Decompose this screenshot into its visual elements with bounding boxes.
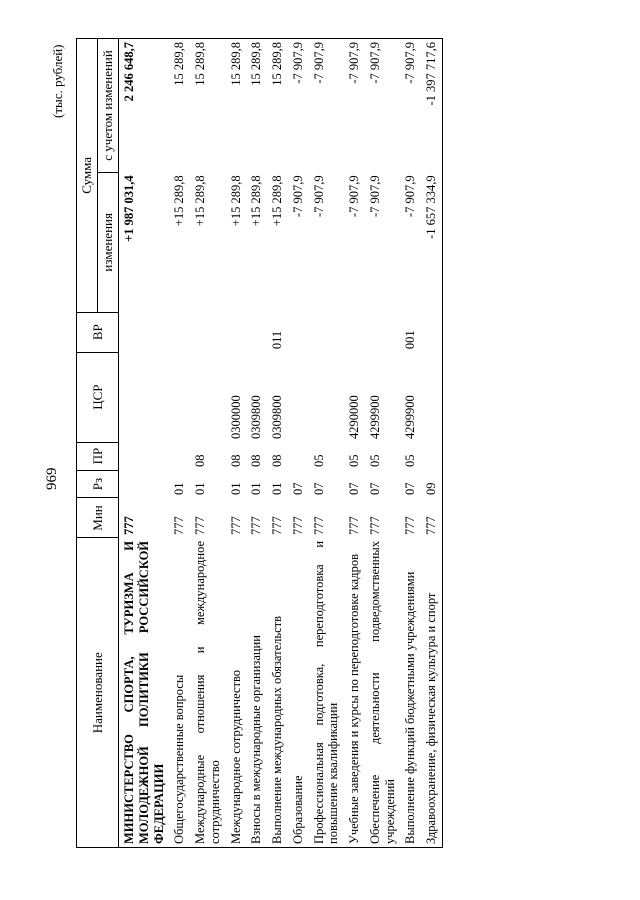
row-vr — [246, 312, 267, 352]
row-vr — [190, 312, 226, 352]
row-name: Образование — [288, 538, 309, 848]
row-csr: 0309800 — [249, 395, 264, 440]
header-pr: ПР — [77, 442, 119, 470]
row-total: -7 907,9 — [344, 39, 365, 173]
row-total: 15 289,8 — [246, 39, 267, 173]
table-row — [119, 39, 170, 848]
row-rz: 01 — [270, 482, 284, 495]
row-min: 777 — [403, 516, 418, 535]
row-vr — [288, 312, 309, 352]
row-pr — [288, 442, 309, 470]
row-pr: 08 — [193, 454, 207, 468]
header-name: Наименование — [77, 538, 119, 848]
budget-table — [76, 38, 443, 848]
row-rz: 07 — [290, 482, 305, 495]
row-pr: 08 — [270, 454, 284, 468]
table-row — [421, 39, 442, 848]
row-change: -1 657 334,9 — [421, 172, 442, 312]
row-pr — [421, 442, 442, 470]
row-rz — [119, 470, 170, 498]
row-min: 777 — [228, 516, 243, 535]
row-pr — [119, 442, 170, 470]
row-total: 15 289,8 — [190, 39, 226, 173]
row-total: -1 397 717,6 — [421, 39, 442, 173]
row-rz: 07 — [367, 482, 382, 495]
header-min: Мин — [77, 498, 119, 538]
row-name: Обеспечение деятельности подведомственных учреждений — [365, 538, 401, 848]
row-vr: 001 — [403, 330, 418, 350]
row-change: +15 289,8 — [228, 175, 243, 227]
table-row — [344, 39, 365, 848]
header-vr: ВР — [77, 312, 119, 352]
row-total: -7 907,9 — [400, 39, 421, 173]
row-csr — [119, 352, 170, 442]
row-name: Выполнение функций бюджетными учреждениями — [400, 538, 421, 848]
row-change: +15 289,8 — [172, 175, 187, 227]
row-total: 15 289,8 — [226, 39, 247, 173]
row-rz: 07 — [347, 482, 361, 495]
row-total: -7 907,9 — [288, 39, 309, 173]
row-csr: 4299900 — [367, 395, 382, 440]
header-with-change: с учетом изменений — [98, 39, 119, 173]
row-csr — [288, 352, 309, 442]
row-change: -7 907,9 — [367, 175, 382, 218]
table-row — [267, 39, 288, 848]
row-name: Международные отношения и международное сотрудничество — [190, 538, 226, 848]
row-csr — [309, 352, 345, 442]
row-rz: 01 — [193, 482, 207, 495]
header-change: изменения — [98, 172, 119, 312]
row-change: +15 289,8 — [193, 175, 207, 227]
row-change: -7 907,9 — [290, 175, 305, 218]
row-name: МИНИСТЕРСТВО СПОРТА, ТУРИЗМА И МОЛОДЕЖНОЙ ПОЛИТИКИ РОССИЙСКОЙ ФЕДЕРАЦИИ — [119, 538, 170, 848]
row-change: +1 987 031,4 — [122, 175, 136, 242]
row-total: -7 907,9 — [365, 39, 401, 173]
row-rz: 01 — [172, 482, 187, 495]
header-sum: Сумма — [77, 39, 98, 313]
row-min: 777 — [311, 516, 326, 535]
row-rz: 07 — [403, 482, 418, 495]
units-note: (тыс. рублей) — [50, 44, 65, 118]
row-min: 777 — [193, 516, 207, 535]
table-row — [400, 39, 421, 848]
row-rz: 01 — [249, 482, 264, 495]
row-min: 777 — [172, 516, 187, 535]
row-vr — [119, 312, 170, 352]
row-vr — [309, 312, 345, 352]
row-name: Профессиональная подготовка, переподготовка и повышение квалификации — [309, 538, 345, 848]
row-total: 2 246 648,7 — [119, 39, 170, 173]
table-row — [365, 39, 401, 848]
row-name: Выполнение международных обязательств — [267, 538, 288, 848]
row-name: Международное сотрудничество — [226, 538, 247, 848]
row-csr — [190, 352, 226, 442]
row-change: +15 289,8 — [270, 175, 284, 227]
row-rz: 01 — [228, 482, 243, 495]
row-name: Здравоохранение, физическая культура и спорт — [421, 538, 442, 848]
row-total: 15 289,8 — [267, 39, 288, 173]
row-pr: 08 — [228, 454, 243, 468]
row-pr: 08 — [249, 454, 264, 468]
row-min: 777 — [290, 516, 305, 535]
page-number: 969 — [44, 467, 60, 490]
row-csr: 4299900 — [403, 395, 418, 440]
table-row — [169, 39, 190, 848]
row-change: -7 907,9 — [347, 175, 361, 218]
row-csr — [421, 352, 442, 442]
row-name: Учебные заведения и курсы по переподготовке кадров — [344, 538, 365, 848]
row-csr — [169, 352, 190, 442]
row-vr — [365, 312, 401, 352]
row-total: -7 907,9 — [309, 39, 345, 173]
table-row — [288, 39, 309, 848]
row-min: 777 — [347, 516, 361, 535]
row-rz: 07 — [311, 482, 326, 495]
row-vr: 011 — [270, 330, 284, 350]
row-vr — [169, 312, 190, 352]
row-min: 777 — [270, 516, 284, 535]
header-csr: ЦСР — [77, 352, 119, 442]
row-change: -7 907,9 — [403, 175, 418, 218]
row-rz: 09 — [421, 470, 442, 498]
row-min: 777 — [249, 516, 264, 535]
row-name: Взносы в международные организации — [246, 538, 267, 848]
row-min: 777 — [122, 516, 136, 535]
table-row — [190, 39, 226, 848]
row-pr — [169, 442, 190, 470]
row-csr: 0300000 — [228, 395, 243, 440]
row-csr: 0309800 — [270, 395, 284, 440]
row-min: 777 — [367, 516, 382, 535]
row-vr — [344, 312, 365, 352]
row-csr: 4290000 — [347, 395, 361, 440]
row-pr: 05 — [347, 454, 361, 468]
row-pr: 05 — [403, 454, 418, 468]
row-total: 15 289,8 — [169, 39, 190, 173]
row-name: Общегосударственные вопросы — [169, 538, 190, 848]
row-change: -7 907,9 — [311, 175, 326, 218]
header-rz: Рз — [77, 470, 119, 498]
row-pr: 05 — [311, 454, 326, 468]
row-change: +15 289,8 — [249, 175, 264, 227]
table-row — [246, 39, 267, 848]
row-pr: 05 — [367, 454, 382, 468]
row-vr — [226, 312, 247, 352]
table-row — [226, 39, 247, 848]
row-min: 777 — [421, 498, 442, 538]
row-vr — [421, 312, 442, 352]
table-row — [309, 39, 345, 848]
